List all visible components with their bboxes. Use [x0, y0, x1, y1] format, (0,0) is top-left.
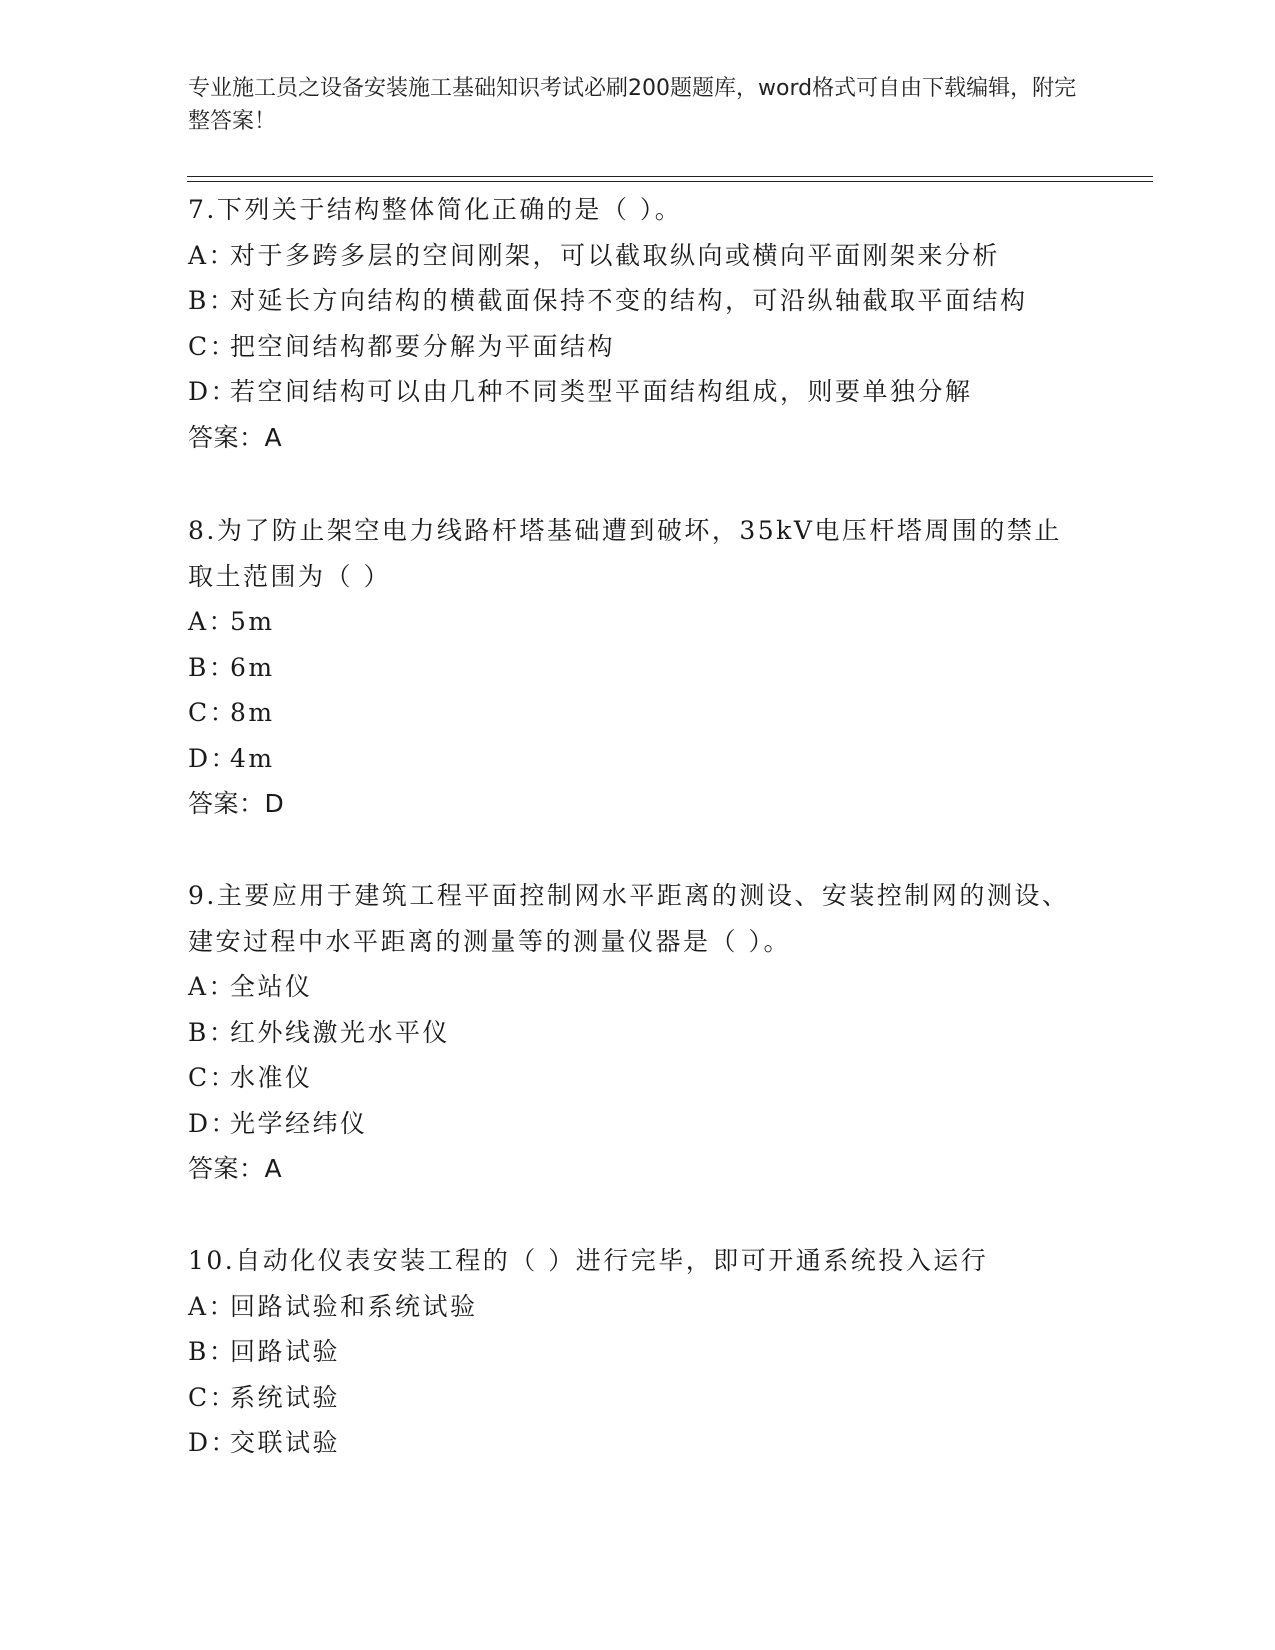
header-rule-bottom [187, 181, 1153, 182]
question-stem: 9.主要应用于建筑工程平面控制网水平距离的测设、安装控制网的测设、建安过程中水平距离的测量等的测量仪器是（ ）。 [188, 881, 1070, 956]
question-stem: 10.自动化仪表安装工程的（ ）进行完毕，即可开通系统投入运行 [188, 1246, 989, 1275]
option-a [188, 1284, 1088, 1330]
option-letter: D： [188, 1108, 239, 1138]
option-d [188, 736, 1088, 782]
answer-line: 答案：A [188, 422, 283, 452]
option-text: 交联试验 [230, 1428, 341, 1457]
option-c [188, 324, 1088, 370]
question-9 [188, 873, 1088, 1192]
option-letter: C： [188, 698, 238, 727]
option-text: 系统试验 [230, 1382, 341, 1412]
option-text: 4m [230, 743, 275, 773]
option-d [188, 1101, 1088, 1147]
question-7 [188, 187, 1088, 460]
option-text: 回路试验 [230, 1337, 341, 1366]
option-text: 水准仪 [230, 1063, 313, 1092]
question-stem: 8.为了防止架空电力线路杆塔基础遭到破坏，35kV电压杆塔周围的禁止取土范围为（ ） [188, 516, 1062, 591]
option-a [188, 233, 1088, 279]
option-text: 全站仪 [230, 972, 313, 1001]
option-letter: C： [188, 1382, 238, 1412]
option-letter: B： [188, 1337, 237, 1366]
option-letter: C： [188, 1063, 238, 1092]
option-b [188, 645, 1088, 691]
option-text: 对延长方向结构的横截面保持不变的结构，可沿纵轴截取平面结构 [230, 286, 1028, 315]
header-rule-top [187, 176, 1153, 177]
option-letter: B： [188, 652, 237, 682]
option-letter: D： [188, 1428, 239, 1457]
option-letter: B： [188, 1017, 237, 1047]
option-b [188, 1010, 1088, 1056]
option-c [188, 690, 1088, 736]
option-text: 8m [230, 698, 275, 727]
option-b [188, 1329, 1088, 1375]
option-letter: A： [188, 240, 237, 270]
option-b [188, 278, 1088, 324]
option-c [188, 1375, 1088, 1421]
option-a [188, 964, 1088, 1010]
option-letter: C： [188, 331, 238, 361]
answer-line: 答案：D [188, 789, 285, 818]
option-letter: A： [188, 972, 237, 1001]
option-text: 5m [230, 607, 275, 636]
document-header: 专业施工员之设备安装施工基础知识考试必刷200题题库，word格式可自由下载编辑，附完整答案！ [188, 76, 1077, 134]
answer-line: 答案：A [188, 1154, 283, 1183]
option-letter: D： [188, 377, 239, 406]
question-stem: 7.下列关于结构整体简化正确的是（ ）。 [188, 195, 683, 224]
option-text: 把空间结构都要分解为平面结构 [230, 331, 616, 361]
option-d [188, 1420, 1088, 1466]
option-letter: A： [188, 607, 237, 636]
option-text: 若空间结构可以由几种不同类型平面结构组成，则要单独分解 [230, 377, 973, 406]
option-letter: A： [188, 1291, 237, 1321]
option-text: 对于多跨多层的空间刚架，可以截取纵向或横向平面刚架来分析 [230, 240, 1001, 270]
question-8 [188, 508, 1088, 827]
option-text: 光学经纬仪 [230, 1108, 368, 1138]
option-c [188, 1055, 1088, 1101]
option-letter: D： [188, 743, 239, 773]
option-d [188, 369, 1088, 415]
option-a [188, 599, 1088, 645]
option-letter: B： [188, 286, 237, 315]
option-text: 6m [230, 652, 275, 682]
question-10 [188, 1238, 1088, 1466]
option-text: 回路试验和系统试验 [230, 1291, 478, 1321]
option-text: 红外线激光水平仪 [230, 1017, 451, 1047]
